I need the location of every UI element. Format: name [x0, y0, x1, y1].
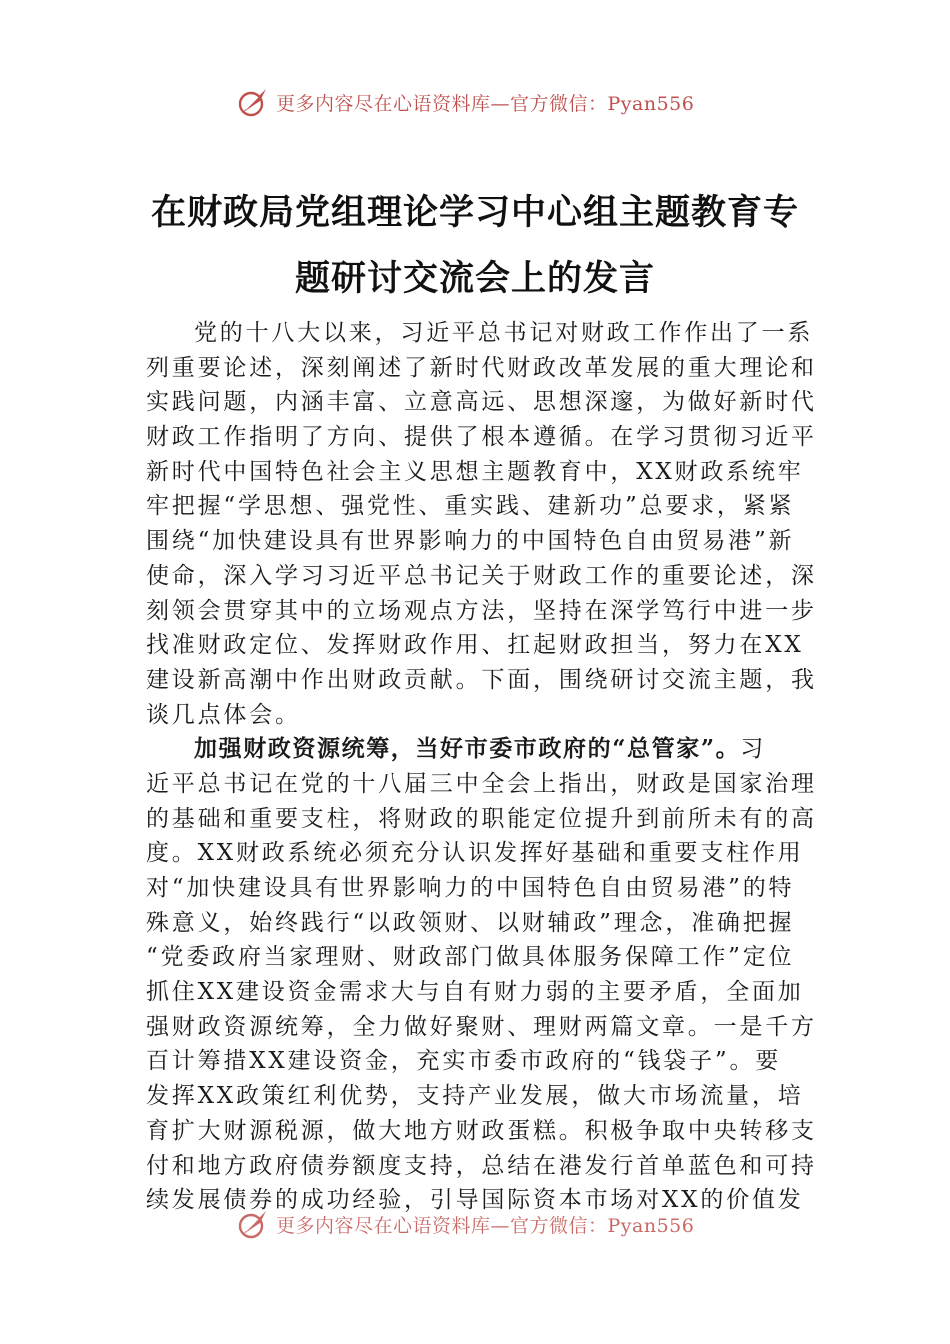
paragraph-2 — [146, 732, 817, 1218]
text-line: 发挥XX政策红利优势，支持产业发展，做大市场流量，培 — [146, 1083, 804, 1110]
text-line: “党委政府当家理财、财政部门做具体服务保障工作”定位 — [146, 944, 795, 971]
text-line: 续发展债券的成功经验，引导国际资本市场对XX的价值发 — [146, 1187, 804, 1214]
quill-logo-icon — [236, 1207, 270, 1241]
watermark-text: 更多内容尽在心语资料库—官方微信：Pyan556 — [276, 1214, 695, 1237]
text-line: 育扩大财源税源，做大地方财政蛋糕。积极争取中央转移支 — [146, 1117, 817, 1144]
text-line: 刻领会贯穿其中的立场观点方法，坚持在深学笃行中进一步 — [146, 597, 817, 624]
text-line: 牢把握“学思想、强党性、重实践、建新功”总要求，紧紧 — [146, 493, 795, 520]
text-line: 使命，深入学习习近平总书记关于财政工作的重要论述，深 — [146, 562, 817, 589]
text-line: 财政工作指明了方向、提供了根本遵循。在学习贯彻习近平 — [146, 424, 817, 451]
document-body — [146, 316, 817, 1218]
watermark-text: 更多内容尽在心语资料库—官方微信：Pyan556 — [276, 92, 695, 115]
text-line: 近平总书记在党的十八届三中全会上指出，财政是国家治理 — [146, 770, 817, 797]
text-line: 谈几点体会。 — [146, 701, 301, 728]
text-line: 党的十八大以来，习近平总书记对财政工作作出了一系 — [194, 320, 814, 346]
title-line: 在财政局党组理论学习中心组主题教育专 — [150, 192, 799, 233]
text-line: 殊意义，始终践行“以政领财、以财辅政”理念，准确把握 — [146, 909, 795, 936]
text-line: 对“加快建设具有世界影响力的中国特色自由贸易港”的特 — [146, 875, 795, 901]
text-line — [146, 732, 810, 767]
text-line: 围绕“加快建设具有世界影响力的中国特色自由贸易港”新 — [146, 528, 795, 555]
title-line: 题研讨交流会上的发言 — [294, 258, 655, 299]
text-line: 找准财政定位、发挥财政作用、扛起财政担当，努力在XX — [146, 632, 804, 659]
text-line: 建设新高潮中作出财政贡献。下面，围绕研讨交流主题，我 — [146, 666, 817, 693]
paragraph-1 — [146, 316, 817, 732]
text-line: 的基础和重要支柱，将财政的职能定位提升到前所未有的高 — [146, 805, 817, 832]
watermark-footer — [236, 1204, 694, 1244]
quill-logo-icon — [236, 85, 270, 119]
watermark-header — [236, 82, 694, 122]
section-heading: 加强财政资源统筹，当好市委市政府的“总管家”。 — [194, 735, 741, 763]
text-line: 百计筹措XX建设资金，充实市委市政府的“钱袋子”。要 — [146, 1048, 782, 1075]
text-line: 度。XX财政系统必须充分认识发挥好基础和重要支柱作用 — [146, 840, 804, 867]
document-title — [130, 180, 820, 312]
text-line: 付和地方政府债券额度支持，总结在港发行首单蓝色和可持 — [146, 1152, 817, 1179]
text-line: 抓住XX建设资金需求大与自有财力弱的主要矛盾，全面加 — [146, 979, 804, 1006]
text-line: 实践问题，内涵丰富、立意高远、思想深邃，为做好新时代 — [146, 389, 817, 416]
text-line: 强财政资源统筹，全力做好聚财、理财两篇文章。一是千方 — [146, 1013, 817, 1040]
heading-tail: 习 — [740, 736, 767, 763]
text-line: 新时代中国特色社会主义思想主题教育中，XX财政系统牢 — [146, 458, 804, 485]
text-line: 列重要论述，深刻阐述了新时代财政改革发展的重大理论和 — [146, 354, 817, 381]
